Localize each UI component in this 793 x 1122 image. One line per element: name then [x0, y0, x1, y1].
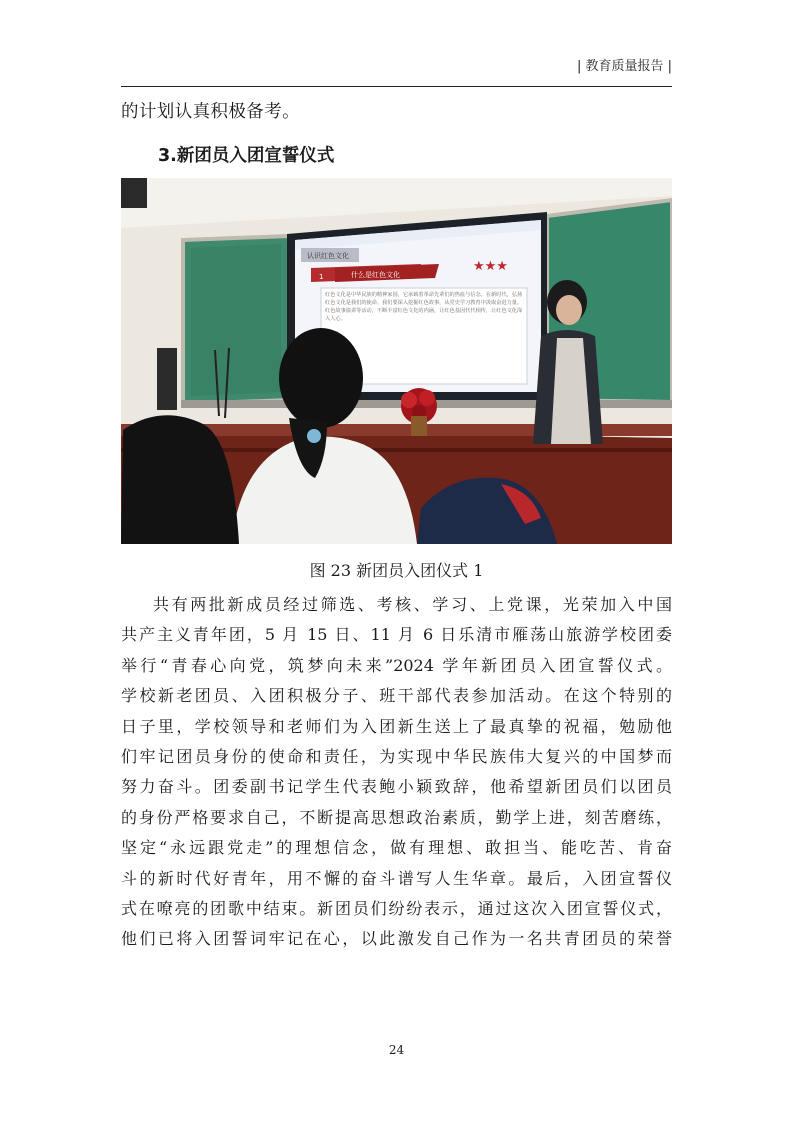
running-header: | 教育质量报告 | — [576, 59, 672, 74]
slide-title: 什么是红色文化 — [351, 271, 400, 279]
body-line: 的身份严格要求自己，不断提高思想政治素质，勤学上进，刻苦磨练， — [121, 807, 672, 827]
slide-badge: 认识红色文化 — [307, 252, 349, 260]
body-line: 们牢记团员身份的使命和责任，为实现中华民族伟大复兴的中国梦而 — [121, 747, 672, 767]
body-line: 共产主义青年团，5 月 15 日、11 月 6 日乐清市雁荡山旅游学校团委 — [121, 625, 672, 645]
continuation-line: 的计划认真积极备考。 — [121, 102, 300, 122]
slide-number: 1 — [319, 273, 324, 281]
body-line: 举行“青春心向党，筑梦向未来”2024 学年新团员入团宣誓仪式。 — [121, 655, 672, 675]
body-line: 坚定“永远跟党走”的理想信念，做有理想、敢担当、能吃苦、肯奋 — [121, 838, 672, 858]
body-line: 共有两批新成员经过筛选、考核、学习、上党课，光荣加入中国 — [153, 595, 672, 614]
slide-stars: ★★★ — [473, 259, 508, 274]
body-paragraph — [121, 590, 672, 955]
page-number: 24 — [388, 1043, 405, 1057]
body-line: 式在嘹亮的团歌中结束。新团员们纷纷表示，通过这次入团宣誓仪式， — [121, 899, 672, 919]
body-line: 日子里，学校领导和老师们为入团新生送上了最真挚的祝福，勉励他 — [121, 716, 672, 736]
body-line: 学校新老团员、入团积极分子、班干部代表参加活动。在这个特别的 — [121, 686, 672, 706]
header-rule — [121, 86, 672, 87]
body-line: 斗的新时代好青年，用不懈的奋斗谱写人生华章。最后，入团宣誓仪 — [121, 868, 672, 888]
slide-body: 红色文化是中华民族的精神家园，它承载着革命先辈们的热血与信念。在新时代，弘扬红色文化是我们的使命。我们要深入挖掘红色故事，从党史学习教育中汲取奋进力量。红色故事演讲等活动，不断丰富红色文化的内涵，让红色基因代代相传，让红色文化深入人心。 — [325, 292, 523, 322]
ceremony-photo — [121, 178, 672, 544]
section-heading: 3.新团员入团宣誓仪式 — [158, 146, 335, 166]
body-line: 他们已将入团誓词牢记在心，以此激发自己作为一名共青团员的荣誉 — [121, 929, 672, 949]
body-line: 努力奋斗。团委副书记学生代表鲍小颖致辞，他希望新团员们以团员 — [121, 777, 672, 797]
figure-caption: 图 23 新团员入团仪式 1 — [309, 561, 484, 580]
